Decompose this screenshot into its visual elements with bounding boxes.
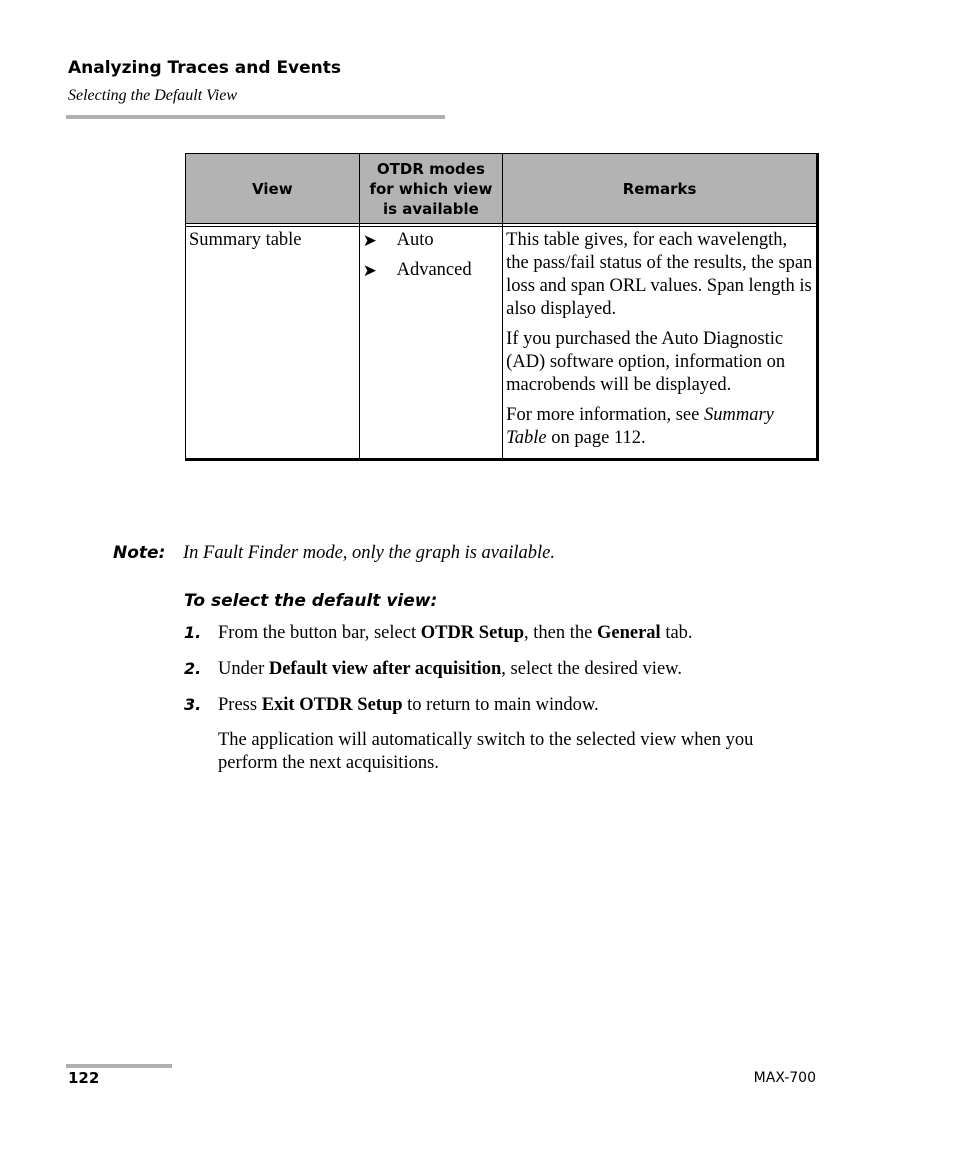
step-item [184,657,682,681]
product-name: MAX-700 [753,1070,816,1086]
mode-label: Advanced [396,260,472,280]
cell-modes [360,227,504,458]
note-label: Note: [113,543,166,563]
cell-remarks [503,227,816,458]
step-text: Press [218,695,262,715]
mode-item [363,259,500,282]
page-number: 122 [68,1069,100,1087]
header-otdr-modes: OTDR modes for which view is available [360,154,504,223]
step-bold: Exit OTDR Setup [261,695,403,715]
views-table-container [185,153,819,461]
note [113,543,555,564]
step-bold: Default view after acquisition [268,659,502,679]
step-text: tab. [660,623,693,643]
mode-item [363,229,500,252]
table-row [186,227,816,458]
remark-paragraph [506,404,813,450]
step-item [184,693,599,717]
header-rule [66,115,445,119]
cell-view: Summary table [186,227,360,458]
section-subtitle: Selecting the Default View [68,87,237,104]
table-header-row [186,154,816,223]
header-view: View [186,154,360,223]
step-item [184,621,693,645]
remark-paragraph: This table gives, for each wavelength, the pass/fail status of the results, the span loss and span ORL values. Span length is also displayed. [506,230,813,319]
note-text: In Fault Finder mode, only the graph is available. [183,543,555,563]
step-result-paragraph: The application will automatically switch to the selected view when you perform the next acquisitions. [218,730,754,773]
step-text: , select the desired view. [501,659,682,679]
section-title: Analyzing Traces and Events [68,58,342,78]
procedure-title: To select the default view: [184,591,438,611]
step-text: From the button bar, select [218,623,421,643]
step-number: 3. [184,695,202,714]
remark-suffix: on page 112. [546,428,646,448]
step-text: Under [218,659,269,679]
header-remarks: Remarks [503,154,816,223]
step-text: to return to main window. [402,695,599,715]
remark-paragraph: If you purchased the Auto Diagnostic (AD) software option, information on macrobends will be displayed. [506,329,786,395]
footer-rule [66,1064,172,1068]
step-number: 2. [184,659,202,678]
mode-label: Auto [396,230,434,250]
step-bold: General [597,623,661,643]
remark-prefix: For more information, see [506,405,704,425]
arrow-bullet-icon: ➤ [362,261,377,280]
step-text: , then the [524,623,597,643]
step-number: 1. [184,623,202,642]
views-table [185,153,819,461]
arrow-bullet-icon: ➤ [362,231,377,250]
summary-table-link[interactable]: Summary Table [506,405,774,448]
step-bold: OTDR Setup [420,623,525,643]
